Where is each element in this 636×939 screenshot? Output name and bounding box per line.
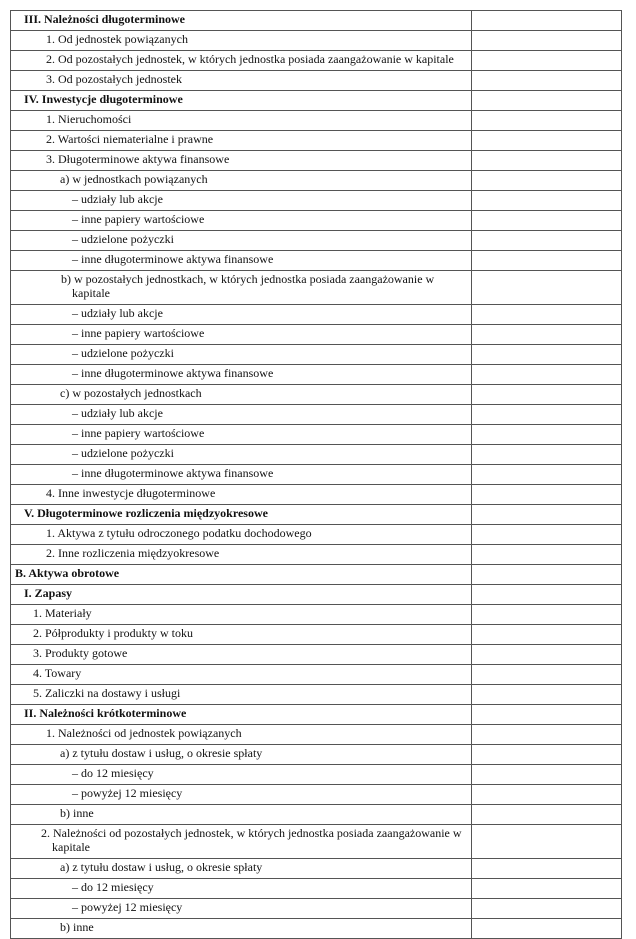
value-cell[interactable] xyxy=(472,879,622,899)
row-label: a) z tytułu dostaw i usług, o okresie spłaty xyxy=(11,745,472,765)
row-label: 1. Należności od jednostek powiązanych xyxy=(11,725,472,745)
row-label: 3. Produkty gotowe xyxy=(11,645,472,665)
value-cell[interactable] xyxy=(472,211,622,231)
table-row xyxy=(11,365,622,385)
row-label: 2. Inne rozliczenia międzyokresowe xyxy=(11,545,472,565)
value-cell[interactable] xyxy=(472,31,622,51)
table-row xyxy=(11,765,622,785)
row-label: 1. Od jednostek powiązanych xyxy=(11,31,472,51)
row-label: I. Zapasy xyxy=(11,585,472,605)
row-label: – inne papiery wartościowe xyxy=(11,325,472,345)
value-cell[interactable] xyxy=(472,805,622,825)
row-label: – udziały lub akcje xyxy=(11,305,472,325)
table-row xyxy=(11,605,622,625)
value-cell[interactable] xyxy=(472,725,622,745)
value-cell[interactable] xyxy=(472,191,622,211)
value-cell[interactable] xyxy=(472,131,622,151)
table-row xyxy=(11,565,622,585)
row-label: – udziały lub akcje xyxy=(11,405,472,425)
table-row xyxy=(11,899,622,919)
value-cell[interactable] xyxy=(472,765,622,785)
table-row xyxy=(11,725,622,745)
value-cell[interactable] xyxy=(472,305,622,325)
row-label: – do 12 miesięcy xyxy=(11,879,472,899)
table-row xyxy=(11,305,622,325)
value-cell[interactable] xyxy=(472,465,622,485)
table-row xyxy=(11,545,622,565)
value-cell[interactable] xyxy=(472,251,622,271)
row-label: – inne długoterminowe aktywa finansowe xyxy=(11,365,472,385)
value-cell[interactable] xyxy=(472,825,622,859)
balance-sheet-body xyxy=(11,11,622,939)
table-row xyxy=(11,211,622,231)
table-row xyxy=(11,111,622,131)
row-label: 1. Nieruchomości xyxy=(11,111,472,131)
value-cell[interactable] xyxy=(472,585,622,605)
table-row xyxy=(11,251,622,271)
table-row xyxy=(11,525,622,545)
value-cell[interactable] xyxy=(472,231,622,251)
table-row xyxy=(11,325,622,345)
table-row xyxy=(11,705,622,725)
table-row xyxy=(11,91,622,111)
value-cell[interactable] xyxy=(472,51,622,71)
table-row xyxy=(11,231,622,251)
value-cell[interactable] xyxy=(472,919,622,939)
table-row xyxy=(11,859,622,879)
row-label: – udzielone pożyczki xyxy=(11,231,472,251)
table-row xyxy=(11,465,622,485)
table-row xyxy=(11,191,622,211)
table-row xyxy=(11,345,622,365)
row-label: B. Aktywa obrotowe xyxy=(11,565,472,585)
balance-sheet-table xyxy=(10,10,622,939)
row-label: – powyżej 12 miesięcy xyxy=(11,899,472,919)
value-cell[interactable] xyxy=(472,445,622,465)
row-label: b) w pozostałych jednostkach, w których jednostka posiada zaangażowanie w kapitale xyxy=(11,271,472,305)
row-label: a) z tytułu dostaw i usług, o okresie spłaty xyxy=(11,859,472,879)
table-row xyxy=(11,405,622,425)
value-cell[interactable] xyxy=(472,545,622,565)
table-row xyxy=(11,425,622,445)
table-row xyxy=(11,151,622,171)
table-row xyxy=(11,71,622,91)
value-cell[interactable] xyxy=(472,11,622,31)
value-cell[interactable] xyxy=(472,485,622,505)
row-label: V. Długoterminowe rozliczenia międzyokresowe xyxy=(11,505,472,525)
value-cell[interactable] xyxy=(472,645,622,665)
table-row xyxy=(11,131,622,151)
row-label: – inne długoterminowe aktywa finansowe xyxy=(11,251,472,271)
row-label: 4. Inne inwestycje długoterminowe xyxy=(11,485,472,505)
table-row xyxy=(11,645,622,665)
table-row xyxy=(11,879,622,899)
value-cell[interactable] xyxy=(472,625,622,645)
row-label: – udziały lub akcje xyxy=(11,191,472,211)
value-cell[interactable] xyxy=(472,111,622,131)
table-row xyxy=(11,271,622,305)
table-row xyxy=(11,625,622,645)
table-row xyxy=(11,825,622,859)
table-row xyxy=(11,385,622,405)
value-cell[interactable] xyxy=(472,325,622,345)
row-label: a) w jednostkach powiązanych xyxy=(11,171,472,191)
table-row xyxy=(11,685,622,705)
value-cell[interactable] xyxy=(472,899,622,919)
table-row xyxy=(11,919,622,939)
value-cell[interactable] xyxy=(472,705,622,725)
table-row xyxy=(11,785,622,805)
table-row xyxy=(11,505,622,525)
row-label: b) inne xyxy=(11,919,472,939)
value-cell[interactable] xyxy=(472,859,622,879)
row-label: – powyżej 12 miesięcy xyxy=(11,785,472,805)
row-label: 2. Należności od pozostałych jednostek, w których jednostka posiada zaangażowanie w kapitale xyxy=(11,825,472,859)
value-cell[interactable] xyxy=(472,525,622,545)
row-label: – do 12 miesięcy xyxy=(11,765,472,785)
row-label: III. Należności długoterminowe xyxy=(11,11,472,31)
value-cell[interactable] xyxy=(472,385,622,405)
row-label: 1. Aktywa z tytułu odroczonego podatku dochodowego xyxy=(11,525,472,545)
row-label: – udzielone pożyczki xyxy=(11,345,472,365)
row-label: II. Należności krótkoterminowe xyxy=(11,705,472,725)
row-label: 2. Wartości niematerialne i prawne xyxy=(11,131,472,151)
value-cell[interactable] xyxy=(472,271,622,305)
value-cell[interactable] xyxy=(472,505,622,525)
value-cell[interactable] xyxy=(472,91,622,111)
row-label: 3. Od pozostałych jednostek xyxy=(11,71,472,91)
table-row xyxy=(11,665,622,685)
table-row xyxy=(11,11,622,31)
row-label: – udzielone pożyczki xyxy=(11,445,472,465)
row-label: 3. Długoterminowe aktywa finansowe xyxy=(11,151,472,171)
value-cell[interactable] xyxy=(472,605,622,625)
row-label: – inne papiery wartościowe xyxy=(11,425,472,445)
value-cell[interactable] xyxy=(472,425,622,445)
value-cell[interactable] xyxy=(472,171,622,191)
value-cell[interactable] xyxy=(472,665,622,685)
table-row xyxy=(11,805,622,825)
value-cell[interactable] xyxy=(472,785,622,805)
value-cell[interactable] xyxy=(472,405,622,425)
row-label: IV. Inwestycje długoterminowe xyxy=(11,91,472,111)
table-row xyxy=(11,51,622,71)
row-label: b) inne xyxy=(11,805,472,825)
table-row xyxy=(11,171,622,191)
value-cell[interactable] xyxy=(472,151,622,171)
value-cell[interactable] xyxy=(472,685,622,705)
row-label: 2. Od pozostałych jednostek, w których jednostka posiada zaangażowanie w kapitale xyxy=(11,51,472,71)
row-label: 1. Materiały xyxy=(11,605,472,625)
table-row xyxy=(11,745,622,765)
row-label: c) w pozostałych jednostkach xyxy=(11,385,472,405)
row-label: 4. Towary xyxy=(11,665,472,685)
row-label: 5. Zaliczki na dostawy i usługi xyxy=(11,685,472,705)
row-label: – inne papiery wartościowe xyxy=(11,211,472,231)
row-label: 2. Półprodukty i produkty w toku xyxy=(11,625,472,645)
table-row xyxy=(11,485,622,505)
value-cell[interactable] xyxy=(472,565,622,585)
table-row xyxy=(11,31,622,51)
value-cell[interactable] xyxy=(472,745,622,765)
value-cell[interactable] xyxy=(472,345,622,365)
table-row xyxy=(11,585,622,605)
row-label: – inne długoterminowe aktywa finansowe xyxy=(11,465,472,485)
value-cell[interactable] xyxy=(472,365,622,385)
value-cell[interactable] xyxy=(472,71,622,91)
table-row xyxy=(11,445,622,465)
